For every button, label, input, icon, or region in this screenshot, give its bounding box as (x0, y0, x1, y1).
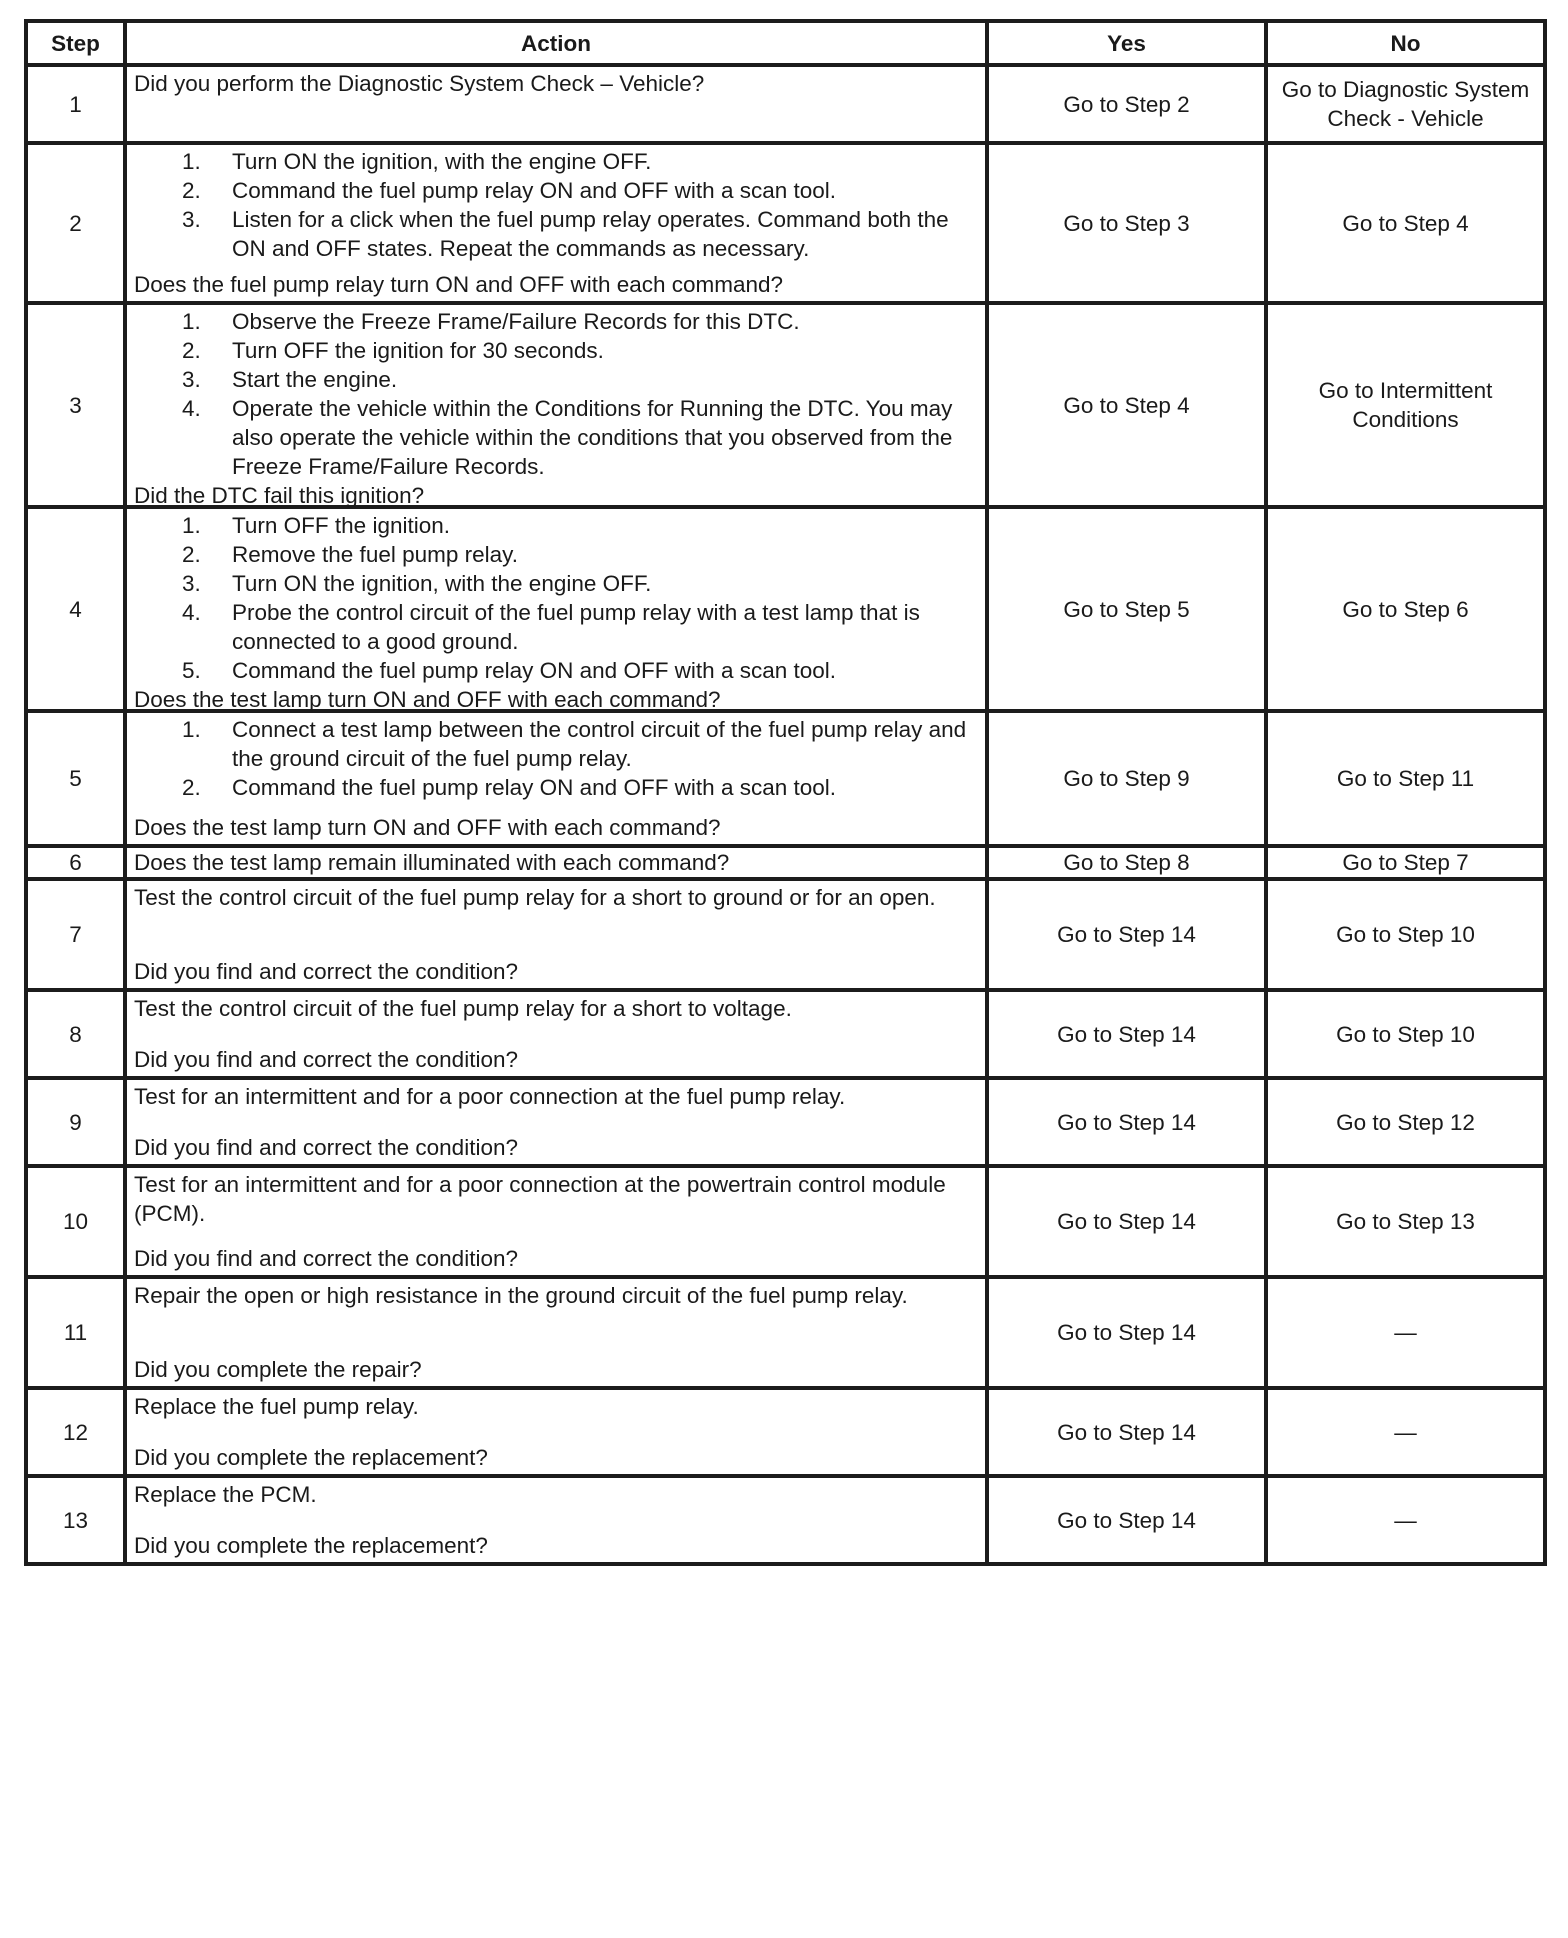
table-row (26, 879, 1545, 990)
header-no: No (1266, 21, 1545, 65)
step-number: 7 (26, 879, 125, 990)
substep-item (134, 540, 978, 569)
action-cell (125, 65, 987, 143)
no-result: Go to Step 7 (1266, 846, 1545, 879)
action-cell (125, 990, 987, 1078)
table-row (26, 1388, 1545, 1476)
action-content (134, 307, 978, 508)
table-row (26, 1476, 1545, 1564)
substep-item (134, 147, 978, 176)
header-row (26, 21, 1545, 65)
substep-number: 4. (182, 396, 201, 421)
table-row (26, 1277, 1545, 1388)
yes-result: Go to Step 8 (987, 846, 1266, 879)
no-result: Go to Step 13 (1266, 1166, 1545, 1277)
action-cell (125, 1277, 987, 1388)
substep-text: Listen for a click when the fuel pump relay operates. Command both the ON and OFF states. Repeat the commands as necessary. (232, 207, 949, 261)
action-content (134, 715, 978, 842)
action-content (134, 147, 978, 299)
no-result: Go to Diagnostic System Check - Vehicle (1266, 65, 1545, 143)
action-content (134, 511, 978, 712)
yes-result: Go to Step 14 (987, 879, 1266, 990)
header-step: Step (26, 21, 125, 65)
action-question: Did you find and correct the condition? (134, 1135, 518, 1160)
step-number: 8 (26, 990, 125, 1078)
action-content (134, 1082, 978, 1162)
no-result: Go to Intermittent Conditions (1266, 303, 1545, 507)
substep-item (134, 365, 978, 394)
substep-number: 3. (182, 571, 201, 596)
substep-item (134, 336, 978, 365)
substep-text: Command the fuel pump relay ON and OFF with a scan tool. (232, 775, 837, 800)
substep-item (134, 511, 978, 540)
step-number: 3 (26, 303, 125, 507)
action-question: Did you complete the replacement? (134, 1445, 488, 1470)
substep-item (134, 394, 978, 481)
step-number: 1 (26, 65, 125, 143)
action-cell (125, 879, 987, 990)
substep-number: 4. (182, 600, 201, 625)
header-action: Action (125, 21, 987, 65)
action-question: Did you find and correct the condition? (134, 1047, 518, 1072)
substep-number: 1. (182, 149, 201, 174)
substep-number: 2. (182, 338, 201, 363)
substep-number: 1. (182, 513, 201, 538)
substep-list (134, 307, 978, 481)
no-result: Go to Step 12 (1266, 1078, 1545, 1166)
substep-number: 2. (182, 775, 201, 800)
table-row (26, 711, 1545, 846)
action-lead-text: Replace the fuel pump relay. (134, 1394, 419, 1419)
yes-result: Go to Step 3 (987, 143, 1266, 303)
step-number: 12 (26, 1388, 125, 1476)
substep-list (134, 511, 978, 685)
substep-item (134, 715, 978, 773)
step-number: 9 (26, 1078, 125, 1166)
action-cell (125, 711, 987, 846)
action-instructions (134, 1170, 978, 1228)
action-question: Does the test lamp turn ON and OFF with each command? (134, 687, 721, 712)
table-row (26, 65, 1545, 143)
action-instructions (134, 1281, 978, 1310)
action-question: Does the test lamp remain illuminated with each command? (134, 850, 730, 875)
yes-result: Go to Step 14 (987, 1388, 1266, 1476)
step-number: 2 (26, 143, 125, 303)
table-row (26, 846, 1545, 879)
no-result: — (1266, 1476, 1545, 1564)
substep-text: Turn ON the ignition, with the engine OFF. (232, 571, 652, 596)
substep-item (134, 205, 978, 263)
action-lead-text: Test for an intermittent and for a poor connection at the powertrain control module (PCM). (134, 1172, 946, 1226)
no-result: — (1266, 1388, 1545, 1476)
action-instructions (134, 511, 978, 685)
action-lead-text: Test for an intermittent and for a poor connection at the fuel pump relay. (134, 1084, 846, 1109)
substep-text: Turn ON the ignition, with the engine OFF. (232, 149, 652, 174)
action-question: Did you complete the replacement? (134, 1533, 488, 1558)
action-cell (125, 1166, 987, 1277)
action-question: Does the fuel pump relay turn ON and OFF with each command? (134, 272, 784, 297)
yes-result: Go to Step 9 (987, 711, 1266, 846)
action-content (134, 1480, 978, 1560)
no-result: Go to Step 11 (1266, 711, 1545, 846)
substep-text: Operate the vehicle within the Conditions for Running the DTC. You may also operate the vehicle within the conditions that you observed from the Freeze Frame/Failure Records. (232, 396, 953, 479)
substep-number: 2. (182, 178, 201, 203)
action-instructions (134, 883, 978, 912)
yes-result: Go to Step 14 (987, 1078, 1266, 1166)
action-content (134, 1281, 978, 1384)
action-content (134, 1170, 978, 1273)
substep-number: 3. (182, 367, 201, 392)
action-lead-text: Repair the open or high resistance in the ground circuit of the fuel pump relay. (134, 1283, 908, 1308)
action-content (134, 850, 978, 875)
table-row (26, 143, 1545, 303)
substep-item (134, 656, 978, 685)
step-number: 11 (26, 1277, 125, 1388)
action-lead-text: Test the control circuit of the fuel pump relay for a short to voltage. (134, 996, 792, 1021)
substep-text: Observe the Freeze Frame/Failure Records for this DTC. (232, 309, 800, 334)
action-instructions (134, 1392, 978, 1421)
yes-result: Go to Step 14 (987, 1277, 1266, 1388)
action-question: Did you complete the repair? (134, 1357, 422, 1382)
step-number: 10 (26, 1166, 125, 1277)
step-number: 5 (26, 711, 125, 846)
substep-text: Turn OFF the ignition. (232, 513, 451, 538)
table-body (26, 65, 1545, 1564)
action-cell (125, 303, 987, 507)
action-question: Did you find and correct the condition? (134, 959, 518, 984)
action-lead-text: Replace the PCM. (134, 1482, 317, 1507)
substep-number: 1. (182, 717, 201, 742)
substep-number: 3. (182, 207, 201, 232)
diagnostic-table (24, 19, 1547, 1566)
action-lead-text: Test the control circuit of the fuel pump relay for a short to ground or for an open. (134, 885, 936, 910)
no-result: Go to Step 6 (1266, 507, 1545, 711)
action-cell (125, 507, 987, 711)
yes-result: Go to Step 14 (987, 1476, 1266, 1564)
substep-item (134, 598, 978, 656)
action-instructions (134, 1480, 978, 1509)
table-row (26, 1078, 1545, 1166)
substep-item (134, 307, 978, 336)
substep-number: 1. (182, 309, 201, 334)
action-cell (125, 1078, 987, 1166)
yes-result: Go to Step 14 (987, 1166, 1266, 1277)
header-yes: Yes (987, 21, 1266, 65)
action-question: Did the DTC fail this ignition? (134, 483, 425, 508)
action-cell (125, 1476, 987, 1564)
yes-result: Go to Step 5 (987, 507, 1266, 711)
step-number: 6 (26, 846, 125, 879)
substep-text: Command the fuel pump relay ON and OFF with a scan tool. (232, 178, 837, 203)
action-instructions (134, 1082, 978, 1111)
action-question: Did you find and correct the condition? (134, 1246, 518, 1271)
action-question: Did you perform the Diagnostic System Check – Vehicle? (134, 71, 705, 96)
substep-list (134, 147, 978, 263)
action-cell (125, 846, 987, 879)
no-result: — (1266, 1277, 1545, 1388)
action-content (134, 69, 978, 139)
yes-result: Go to Step 4 (987, 303, 1266, 507)
no-result: Go to Step 4 (1266, 143, 1545, 303)
table-row (26, 303, 1545, 507)
substep-text: Turn OFF the ignition for 30 seconds. (232, 338, 604, 363)
substep-text: Command the fuel pump relay ON and OFF with a scan tool. (232, 658, 837, 683)
substep-item (134, 569, 978, 598)
action-instructions (134, 994, 978, 1023)
substep-text: Remove the fuel pump relay. (232, 542, 518, 567)
action-content (134, 994, 978, 1074)
no-result: Go to Step 10 (1266, 990, 1545, 1078)
no-result: Go to Step 10 (1266, 879, 1545, 990)
action-instructions (134, 307, 978, 481)
table-row (26, 990, 1545, 1078)
substep-text: Start the engine. (232, 367, 398, 392)
action-instructions (134, 147, 978, 263)
action-instructions (134, 715, 978, 802)
substep-list (134, 715, 978, 802)
action-content (134, 1392, 978, 1472)
table-row (26, 1166, 1545, 1277)
action-cell (125, 143, 987, 303)
action-cell (125, 1388, 987, 1476)
substep-number: 5. (182, 658, 201, 683)
substep-item (134, 773, 978, 802)
yes-result: Go to Step 2 (987, 65, 1266, 143)
yes-result: Go to Step 14 (987, 990, 1266, 1078)
table-row (26, 507, 1545, 711)
substep-text: Connect a test lamp between the control circuit of the fuel pump relay and the ground circuit of the fuel pump relay. (232, 717, 967, 771)
substep-text: Probe the control circuit of the fuel pump relay with a test lamp that is connected to a good ground. (232, 600, 920, 654)
action-question: Does the test lamp turn ON and OFF with each command? (134, 815, 721, 840)
action-content (134, 883, 978, 986)
step-number: 4 (26, 507, 125, 711)
substep-number: 2. (182, 542, 201, 567)
step-number: 13 (26, 1476, 125, 1564)
substep-item (134, 176, 978, 205)
